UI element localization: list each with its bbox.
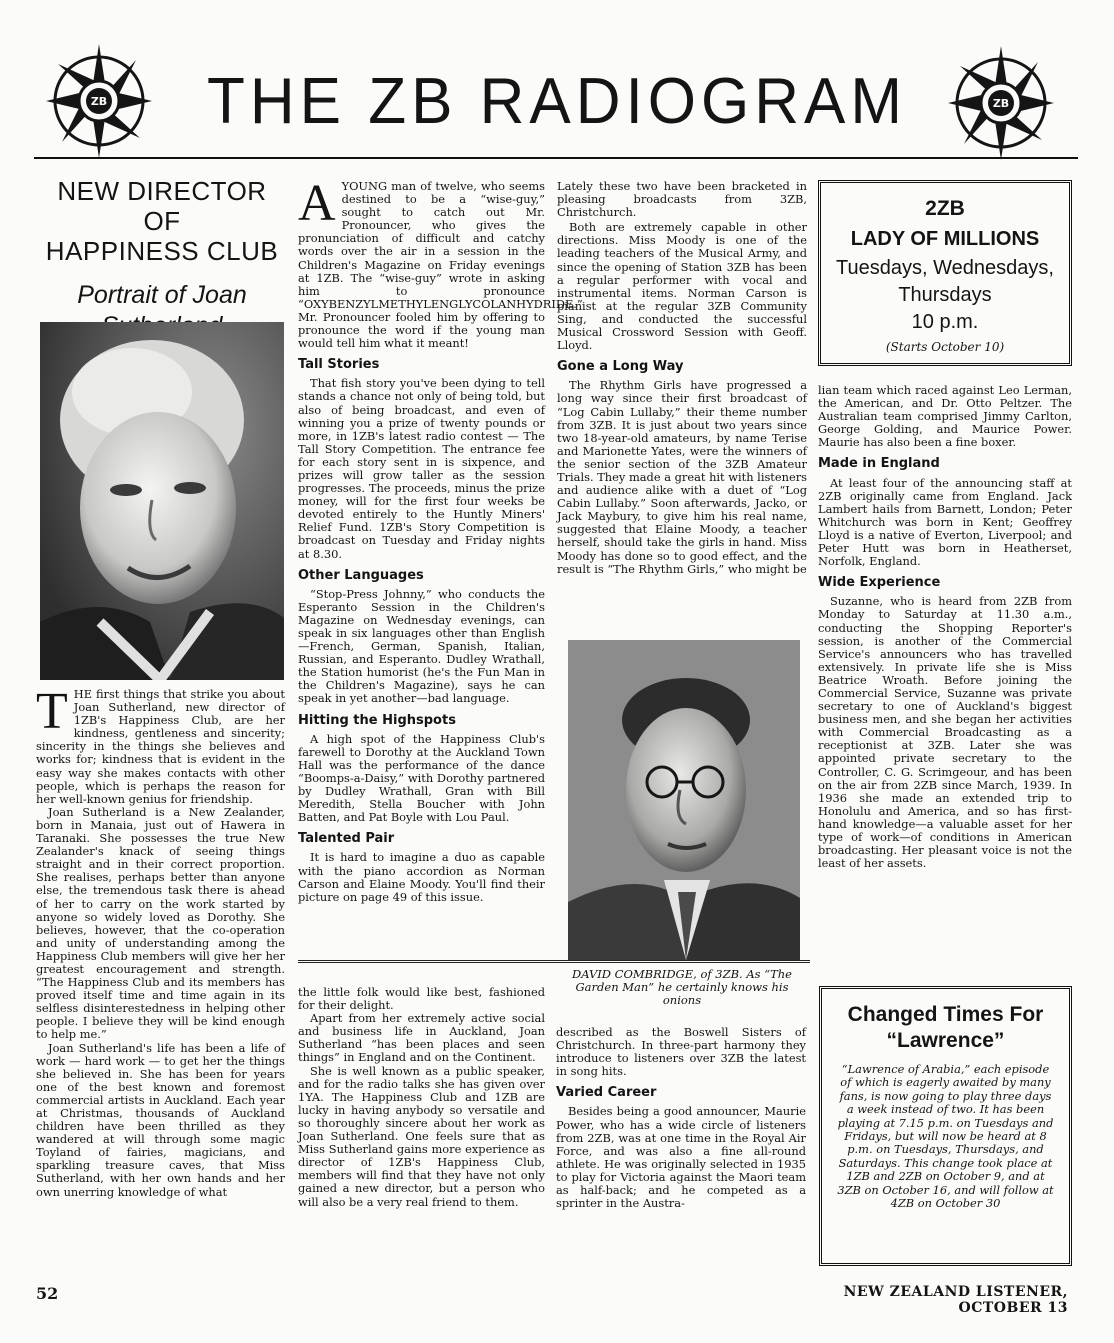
headline-line-2: HAPPINESS CLUB (45, 236, 279, 266)
col3-upper (557, 180, 807, 576)
col2-divider (298, 960, 810, 963)
subhead-gone-long-way: Gone a Long Way (557, 359, 684, 375)
col3-p1: Lately these two have been bracketed in pleasing broadcasts from 3ZB, Christchurch. (557, 179, 807, 220)
subhead-talented-pair: Talented Pair (298, 831, 395, 847)
box2-body: “Lawrence of Arabia,” each episode of which is eagerly awaited by many fans, is now going to play three days a week instead of two. It has been playing at 7.15 p.m. on Tuesdays and Fridays, but will now be heard at 8 p.m. on Tuesdays, Thursdays, and Saturdays. This change took place at 1ZB and 2ZB on October 9, and at 3ZB on October 16, and will follow at 4ZB on October 30 (837, 1062, 1054, 1211)
col1-headline (36, 176, 288, 342)
subhead-tall-stories: Tall Stories (298, 357, 380, 373)
subhead-made-in-england: Made in England (818, 456, 940, 472)
masthead-title: THE ZB RADIOGRAM (206, 65, 908, 138)
portrait-joan-sutherland (40, 322, 284, 680)
subhead-wide-experience: Wide Experience (818, 575, 941, 591)
col4-article (818, 384, 1072, 870)
subhead-line-1: Portrait of Joan (77, 281, 247, 309)
col2-cont1: the little folk would like best, fashioned for their delight. (298, 985, 545, 1013)
col2-tall: That fish story you've been dying to tell stands a chance not only of being told, but also of being broadcast, and even of winning you a prize of twenty pounds or more, in 1ZB's latest radio contest — The Tall Story Competition. The entrance fee for each story sent in is sixpence, and prizes will grow taller as the session progresses. The proceeds, minus the prize money, will for the first four weeks be devoted entirely to the Huntly Miners' Relief Fund. 1ZB's Story Competition is broadcast on Tuesday and Friday nights at 8.30. (298, 376, 545, 561)
dropcap-a: A (298, 175, 336, 232)
box1-station: 2ZB (925, 197, 965, 220)
col1-p3: Joan Sutherland's life has been a life of work — hard work — to get her the things she believed in. She has been for years one of the best known and foremost commercial artists in Auckland. Each year at Christmas, thousands of Auckland children have been thrilled as they wandered at will through some magic Toyland of fairies, magicians, and sparkling treasure caves, that Miss Sutherland, with her own hands and her own unerring knowledge of what (36, 1040, 285, 1199)
masthead-rule (34, 157, 1078, 159)
svg-text:ZB: ZB (992, 97, 1010, 110)
col2-intro (298, 175, 583, 351)
col3-varied: Besides being a good announcer, Maurie Power, who has a wide circle of listeners from 2ZB, was at one time in the Royal Air Force, and was also a fine all-round athlete. He was originally selected in 1935 to play for Victoria against the Maori team as half-back; and he competed as a sprinter in the Austra- (556, 1104, 806, 1211)
col3-lower (556, 1026, 806, 1210)
box1-time: 10 p.m. (911, 311, 979, 333)
lady-of-millions-box (818, 180, 1072, 366)
lawrence-box (819, 986, 1072, 1266)
col1-p1 (36, 683, 285, 806)
box2-title-2: “Lawrence” (886, 1029, 1005, 1052)
col2-upper (298, 175, 583, 904)
col2-lower (298, 986, 545, 1209)
col3-p2: Both are extremely capable in other directions. Miss Moody is one of the leading teachers of the Musical Army, and since the opening of Station 3ZB has been a regular performer with vocal and instrumental items. Norman Carson is pianist at the regular 3ZB Community Sing, and conducted the successful Musical Crossword Session with Geoff. Lloyd. (557, 220, 807, 353)
col2-pair: It is hard to imagine a duo as capable with the piano accordion as Norman Carson and Elaine Moody. You'll find their picture on page 49 of this issue. (298, 850, 545, 904)
page-number: 52 (36, 1284, 59, 1303)
photo-david-combridge (568, 640, 800, 960)
box1-days-1: Tuesdays, Wednesdays, (836, 257, 1054, 279)
col4-eng: At least four of the announcing staff at 2ZB originally came from England. Jack Lambert hails from Barnett, London; Peter Whitchurch was born in Kent; Geoffrey Lloyd is a native of Everton, Liverpool; and Peter Hutt was born in Heatherset, Norfolk, England. (818, 475, 1072, 569)
col4-p1: lian team which raced against Leo Lerman, the American, and Dr. Otto Peltzer. The Australian team comprised Jimmy Carlton, George Golding, and Maurice Power. Maurie has also been a fine boxer. (818, 383, 1072, 450)
subhead-hitting-highspots: Hitting the Highspots (298, 712, 456, 728)
col1-article (36, 683, 285, 1199)
publication-line: NEW ZEALAND LISTENER, OCTOBER 13 (843, 1284, 1068, 1316)
box2-title-1: Changed Times For (847, 1003, 1044, 1026)
subhead-other-languages: Other Languages (298, 567, 424, 583)
col3-long: The Rhythm Girls have progressed a long way since their first broadcast of “Log Cabin Lullaby,” their theme number from 3ZB. It is just about two years since two 18-year-old amateurs, by name Terise and Marionette Yates, were the winners of the senior section of the 3ZB Amateur Trials. They made a great hit with listeners and audience alike with a duet of “Log Cabin Lullaby.” Soon afterwards, Jacko, or Jack Maybury, to give him his real name, suggested that Elaine Moody, a teacher herself, should take the girls in hand. Miss Moody has done so to good effect, and the result is “The Rhythm Girls,” who might be (557, 378, 807, 576)
col2-cont3: She is well known as a public speaker, and for the radio talks she has given over 1YA. The Happiness Club and 1ZB are lucky in having anybody so versatile and so thoroughly sincere about her work as Joan Sutherland. One feels sure that as Miss Sutherland gains more experience as director of 1ZB's Happiness Club, members will find that they have not only gained a new director, but a person who will also be a very real friend to them. (298, 1063, 545, 1209)
box1-days-2: Thursdays (898, 284, 992, 306)
box1-starts: (Starts October 10) (885, 340, 1005, 354)
svg-text:ZB: ZB (90, 95, 108, 108)
col2-lang: “Stop-Press Johnny,” who conducts the Esperanto Session in the Children's Magazine on Wednesday evenings, can speak in six languages other than English—French, German, Spanish, Italian, Russian, and Esperanto. Dudley Wrathall, the Station humorist (he's the Fun Man in the Children's Magazine), says he can speak in yet another—bad language. (298, 586, 545, 706)
col3-cont: described as the Boswell Sisters of Christchurch. In three-part harmony they introduce to listeners over 3ZB the latest in song hits. (556, 1025, 806, 1079)
col2-intro-text: YOUNG man of twelve, who seems destined to be a “wise-guy,” sought to catch out Mr. Pronouncer, who gives the pronunciation of difficult and catchy words over the air in a session in the Children's Magazine on Friday evenings at 1ZB. The “wise-guy” wrote in asking him to pronounce “OXYBENZYLMETHYLENGLYCOLANHYDRIDE.” Mr. Pronouncer fooled him by offering to pronounce the word if the young man would tell him what it meant! (298, 179, 583, 351)
col4-wide: Suzanne, who is heard from 2ZB from Monday to Saturday at 11.30 a.m., conducting the Shopping Reporter's session, is another of the Commercial Service's announcers who has travelled extensively. In private life she is Miss Beatrice Wroath. Before joining the Commercial Service, Suzanne was private secretary to one of Auckland's biggest business men, and she began her activities with Commercial Broadcasting as a receptionist at 3ZB. Later she was appointed private secretary to the Controller, C. G. Scrimgeour, and has been on the air from 2ZB since March, 1939. In 1936 she made an extended trip to Honolulu and America, and so has first-hand knowledge—a valuable asset for her type of work—of conditions in American broadcasting. Her pleasant voice is not the least of her assets. (818, 594, 1072, 871)
box1-show: LADY OF MILLIONS (850, 228, 1040, 250)
headline-line-1: NEW DIRECTOR OF (57, 176, 267, 236)
col2-hit: A high spot of the Happiness Club's farewell to Dorothy at the Auckland Town Hall was the performance of the dance “Boomps-a-Daisy,” with Dorothy partnered by Dudley Wrathall, Gran with Bill Meredith, Stella Boucher with John Batten, and Pat Boyle with Lou Paul. (298, 731, 545, 825)
col1-p2: Joan Sutherland is a New Zealander, born in Manaia, just out of Hawera in Taranaki. She possesses the true New Zealander's knack of seeing things straight and in their correct proportion. She realises, perhaps better than anyone else, the tremendous task there is ahead of her to carry on the work started by anyone so widely loved as Dorothy. She believes, however, that the co-operation and unity of understanding among the Happiness Club members will give her her greatest encouragement and strength. “The Happiness Club and its members has proved itself time and time again in its selfless disinterestedness in helping other people. I believe they will be kind enough to help me.” (36, 804, 285, 1042)
subhead-varied-career: Varied Career (556, 1085, 657, 1101)
dropcap-t: T (36, 683, 68, 740)
col1-p1-text: HE first things that strike you about Joan Sutherland, new director of 1ZB's Happiness Club, are her kindness, gentleness and sincerity; sincerity in the things she believes and works for; kindness that is evident in the easy way she makes contacts with other people, which is perhaps the reason for her well-known genius for friendship. (36, 687, 285, 806)
col2-cont2: Apart from her extremely active social and business life in Auckland, Joan Sutherland “has been places and seen things” in England and on the Continent. (298, 1011, 545, 1065)
photo-caption: DAVID COMBRIDGE, of 3ZB. As “The Garden Man” he certainly knows his onions (572, 967, 792, 1007)
